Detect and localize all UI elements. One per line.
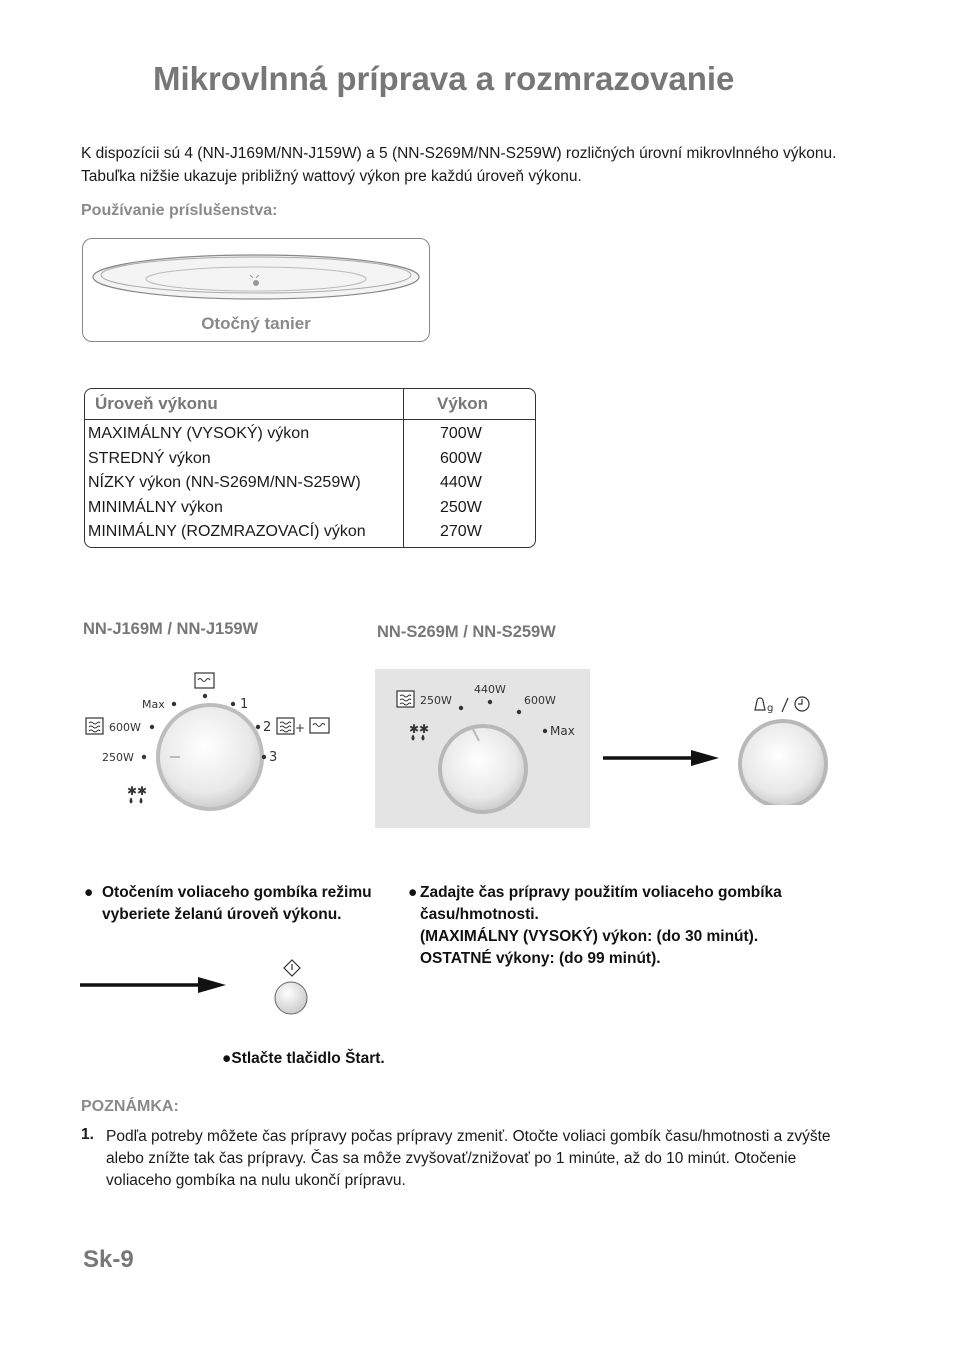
model-label-left: NN-J169M / NN-J159W	[83, 620, 259, 638]
combination-icon	[277, 718, 329, 735]
row-level: MINIMÁLNY výkon	[88, 498, 223, 516]
dial-label-3: 3	[269, 750, 278, 765]
dial-label-max: Max	[550, 724, 575, 738]
header-output: Výkon	[437, 394, 489, 413]
microwave-icon	[397, 691, 414, 707]
start-button[interactable]	[272, 958, 312, 1016]
power-dial-right[interactable]	[375, 669, 590, 828]
table-row	[85, 520, 535, 545]
row-level: MINIMÁLNY (ROZMRAZOVACÍ) výkon	[88, 523, 366, 540]
instruction-step-1: ● Otočením voliaceho gombíka režimu vyberiete želanú úroveň výkonu.	[84, 882, 374, 926]
intro-paragraph: K dispozícii sú 4 (NN-J169M/NN-J159W) a 5 (NN-S269M/NN-S259W) rozličných úrovní mikrovlnného výkonu. Tabuľka nižšie ukazuje približný wattový výkon pre každú úroveň výkonu.	[81, 145, 837, 185]
accessories-heading: Používanie príslušenstva:	[81, 202, 278, 219]
turntable-illustration	[83, 239, 429, 309]
page-title: Mikrovlnná príprava a rozmrazovanie	[153, 60, 735, 97]
dial-label-250w: 250W	[102, 751, 134, 764]
table-row	[85, 496, 535, 521]
dial-knob[interactable]	[742, 723, 824, 805]
arrow-icon	[80, 975, 230, 995]
table-row	[85, 471, 535, 496]
row-output: 700W	[440, 425, 482, 442]
row-output: 250W	[440, 498, 482, 516]
note-text: Podľa potreby môžete čas prípravy počas prípravy zmeniť. Otočte voliaci gombík času/hmotnosti a zvýšte alebo znížte tak čas prípravy. Čas sa môže zvyšovať/znižovať po 1 minúte, až do 10 minút. Otočenie voliaceho gombíka na nulu ukončí prípravu.	[106, 1128, 831, 1189]
defrost-icon	[409, 722, 429, 740]
row-output: 270W	[440, 523, 482, 540]
weight-unit-label: g	[767, 703, 774, 714]
turntable-box	[82, 238, 430, 342]
table-row	[85, 447, 535, 472]
dial-label-2: 2	[263, 720, 272, 735]
table-header	[85, 389, 535, 420]
power-dial-left[interactable]	[80, 665, 340, 825]
dial-label-max: Max	[142, 698, 165, 711]
svg-text:+: +	[295, 721, 306, 735]
dial-label-600w: 600W	[109, 721, 141, 734]
arrow-icon	[603, 748, 721, 768]
timer-weight-dial[interactable]	[733, 690, 833, 805]
table-row	[85, 422, 535, 447]
page-number: Sk-9	[83, 1246, 134, 1273]
dial-label-600w: 600W	[524, 694, 556, 707]
dial-knob[interactable]	[442, 728, 524, 810]
dial-label-440w: 440W	[474, 683, 506, 696]
power-level-table	[84, 388, 536, 548]
row-output: 600W	[440, 449, 482, 467]
note-number: 1.	[81, 1126, 94, 1143]
row-level: NÍZKY výkon (NN-S269M/NN-S259W)	[88, 474, 361, 491]
row-level: MAXIMÁLNY (VYSOKÝ) výkon	[88, 425, 310, 442]
dial-label-250w: 250W	[420, 694, 452, 707]
turntable-label: Otočný tanier	[201, 314, 311, 333]
microwave-icon	[86, 718, 103, 734]
start-icon	[284, 960, 300, 976]
instruction-step-3: ●Stlačte tlačidlo Štart.	[222, 1050, 385, 1067]
model-label-right: NN-S269M / NN-S259W	[377, 623, 556, 641]
svg-text:✱✱: ✱✱	[127, 784, 148, 798]
dial-label-1: 1	[240, 697, 249, 712]
svg-text:✱✱: ✱✱	[409, 722, 430, 736]
grill-icon	[195, 673, 214, 688]
instruction-step-2-line2: (MAXIMÁLNY (VYSOKÝ) výkon: (do 30 minút).	[420, 928, 759, 945]
clock-icon	[795, 697, 809, 711]
instruction-step-1-text: Otočením voliaceho gombíka režimu vyberiete želanú úroveň výkonu.	[102, 884, 372, 923]
control-panel-right	[375, 669, 590, 828]
row-level: STREDNÝ výkon	[88, 449, 211, 467]
instruction-step-2: ● Zadajte čas prípravy použitím voliaceho gombíka času/hmotnosti. (MAXIMÁLNY (VYSOKÝ) výkon: (do 30 minút). OSTATNÉ výkony: (do 99 minút).	[408, 882, 848, 970]
header-power-level: Úroveň výkonu	[95, 394, 218, 413]
instruction-step-3-text: Stlačte tlačidlo Štart	[231, 1050, 381, 1067]
defrost-icon	[127, 784, 147, 803]
instruction-step-2-line1: Zadajte čas prípravy použitím voliaceho gombíka času/hmotnosti.	[420, 884, 782, 923]
note-heading: POZNÁMKA:	[81, 1098, 179, 1115]
row-output: 440W	[440, 474, 482, 491]
weight-icon	[755, 698, 765, 710]
instruction-step-2-line3: OSTATNÉ výkony: (do 99 minút).	[420, 950, 661, 967]
